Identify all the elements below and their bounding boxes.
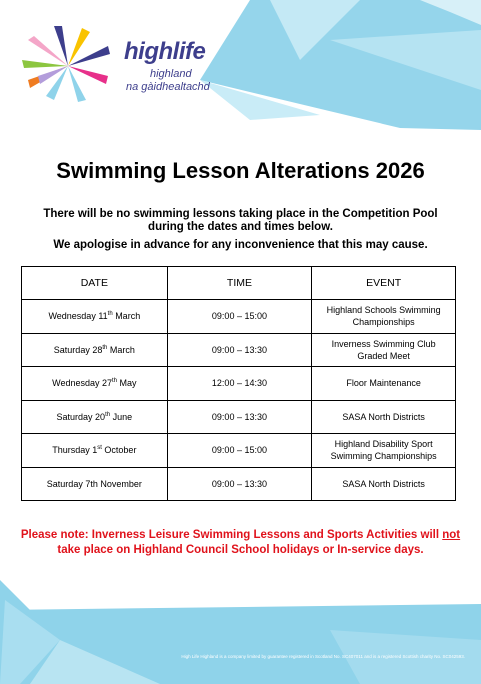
brand-subtitle-english: highland xyxy=(150,68,192,80)
note-emphasis: not xyxy=(442,529,461,541)
date-cell: Wednesday 11th March xyxy=(22,300,168,334)
apology-text: We apologise in advance for any inconvenience that this may cause. xyxy=(53,239,428,251)
highlife-logo xyxy=(20,24,210,104)
brand-subtitle-gaelic: na gàidhealtachd xyxy=(126,81,210,93)
table-row xyxy=(22,400,456,434)
event-cell: SASA North Districts xyxy=(312,467,456,501)
table-row xyxy=(22,434,456,468)
page-title: Swimming Lesson Alterations 2026 xyxy=(56,158,425,183)
footer-legal-text: High Life Highland is a company limited by guarantee registered in Scotland No. SC407011 and is a registered Scottish charity No. SC042593. xyxy=(181,654,465,659)
brand-name: highlife xyxy=(124,38,206,65)
header-event: EVENT xyxy=(312,267,456,300)
time-cell: 12:00 – 14:30 xyxy=(167,367,312,401)
event-cell: Highland Disability Sport Swimming Championships xyxy=(312,434,456,468)
closure-note: Please note: Inverness Leisure Swimming Lessons and Sports Activities will not take place on Highland Council School holidays or In-service days. xyxy=(20,529,461,556)
intro-text: There will be no swimming lessons taking place in the Competition Pool during the dates and times below. xyxy=(43,208,438,233)
header-date: DATE xyxy=(22,267,168,300)
table-header-row xyxy=(22,267,456,300)
table-row xyxy=(22,467,456,501)
event-cell: SASA North Districts xyxy=(312,400,456,434)
header-time: TIME xyxy=(167,267,312,300)
date-cell: Wednesday 27th May xyxy=(22,367,168,401)
schedule-table xyxy=(21,266,456,501)
table-row xyxy=(22,367,456,401)
time-cell: 09:00 – 15:00 xyxy=(167,434,312,468)
date-cell: Saturday 7th November xyxy=(22,467,168,501)
date-cell: Saturday 20th June xyxy=(22,400,168,434)
time-cell: 09:00 – 13:30 xyxy=(167,400,312,434)
time-cell: 09:00 – 15:00 xyxy=(167,300,312,334)
event-cell: Highland Schools Swimming Championships xyxy=(312,300,456,334)
date-cell: Saturday 28th March xyxy=(22,333,168,367)
table-row xyxy=(22,333,456,367)
date-cell: Thursday 1st October xyxy=(22,434,168,468)
time-cell: 09:00 – 13:30 xyxy=(167,467,312,501)
table-row xyxy=(22,300,456,334)
logo-star-icon xyxy=(20,24,110,104)
event-cell: Inverness Swimming Club Graded Meet xyxy=(312,333,456,367)
event-cell: Floor Maintenance xyxy=(312,367,456,401)
time-cell: 09:00 – 13:30 xyxy=(167,333,312,367)
